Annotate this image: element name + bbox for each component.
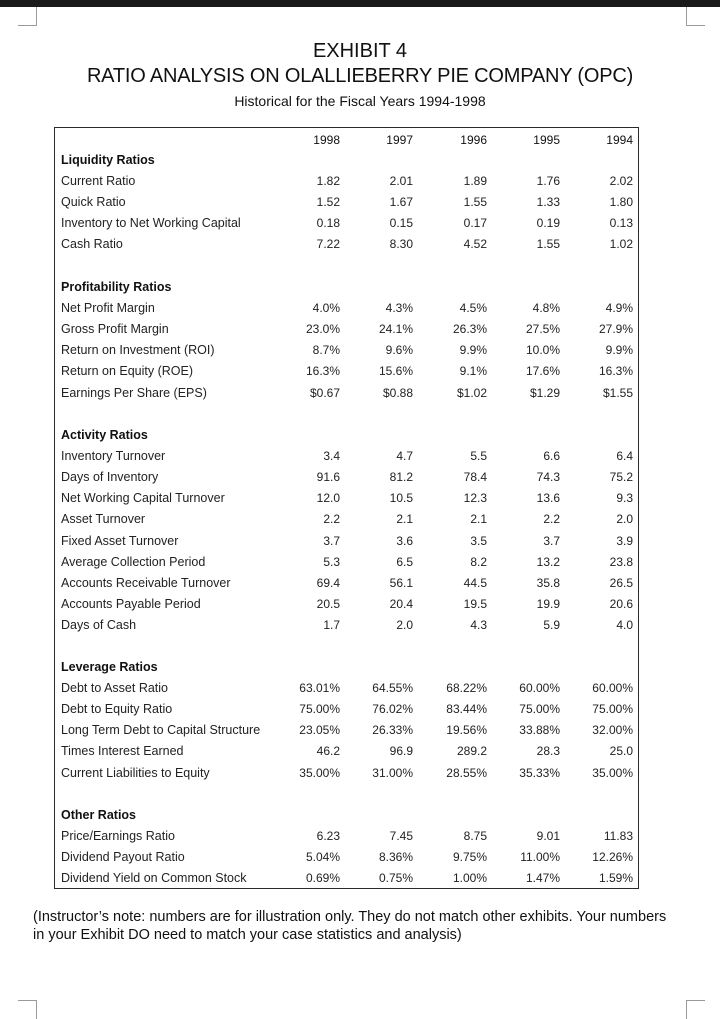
ratio-value: 0.17 xyxy=(463,216,487,231)
ratio-value: 7.45 xyxy=(389,829,413,844)
ratio-label: Days of Inventory xyxy=(61,470,159,485)
ratio-value: 1.7 xyxy=(323,617,340,632)
ratio-value: 3.5 xyxy=(470,533,487,548)
year-header: 1998 xyxy=(313,133,340,147)
ratio-value: 1.80 xyxy=(609,195,633,210)
ratio-value: 19.9 xyxy=(536,596,560,611)
ratio-value: 64.55% xyxy=(372,681,413,696)
ratio-label: Long Term Debt to Capital Structure xyxy=(61,723,261,738)
ratio-label: Inventory to Net Working Capital xyxy=(61,216,241,231)
ratio-value: 10.5 xyxy=(389,491,413,506)
ratio-value: 9.6% xyxy=(385,343,413,358)
ratio-value: 2.2 xyxy=(543,512,560,527)
ratio-value: 75.00% xyxy=(299,702,340,717)
ratio-label: Accounts Receivable Turnover xyxy=(61,575,231,590)
ratio-value: 35.00% xyxy=(299,765,340,780)
section-heading: Leverage Ratios xyxy=(61,660,158,674)
ratio-value: 9.75% xyxy=(452,850,487,865)
ratio-value: 63.01% xyxy=(299,681,340,696)
ratio-value: 10.0% xyxy=(525,343,560,358)
ratio-value: 12.0 xyxy=(316,491,340,506)
ratio-label: Days of Cash xyxy=(61,617,137,632)
ratio-value: 5.3 xyxy=(323,554,340,569)
ratio-value: 9.9% xyxy=(605,343,633,358)
ratio-value: 8.36% xyxy=(378,850,413,865)
ratio-value: 1.02 xyxy=(609,237,633,252)
ratio-value: 31.00% xyxy=(372,765,413,780)
exhibit-caption: Historical for the Fiscal Years 1994-1998 xyxy=(234,93,486,109)
ratio-value: 12.3 xyxy=(463,491,487,506)
ratio-value: 83.44% xyxy=(446,702,487,717)
ratio-value: 35.33% xyxy=(519,765,560,780)
ratio-value: 46.2 xyxy=(316,744,340,759)
ratio-value: 1.47% xyxy=(525,871,560,886)
ratio-value: $1.29 xyxy=(529,385,560,400)
ratio-value: 8.2 xyxy=(470,554,487,569)
ratio-label: Times Interest Earned xyxy=(61,744,184,759)
ratio-value: 1.67 xyxy=(389,195,413,210)
ratio-value: 9.9% xyxy=(459,343,487,358)
ratio-value: 19.56% xyxy=(446,723,487,738)
ratio-label: Dividend Payout Ratio xyxy=(61,850,185,865)
ratio-value: 56.1 xyxy=(389,575,413,590)
ratio-value: 4.0 xyxy=(616,617,633,632)
ratio-value: 20.5 xyxy=(316,596,340,611)
ratio-value: 6.6 xyxy=(543,449,560,464)
ratio-value: 25.0 xyxy=(609,744,633,759)
ratio-value: 26.33% xyxy=(372,723,413,738)
ratio-value: 12.26% xyxy=(592,850,633,865)
ratio-value: 60.00% xyxy=(592,681,633,696)
ratio-label: Asset Turnover xyxy=(61,512,146,527)
ratio-value: 4.9% xyxy=(605,301,633,316)
ratio-value: 2.01 xyxy=(389,174,413,189)
ratio-value: 4.0% xyxy=(312,301,340,316)
crop-mark-bottom-left xyxy=(18,1000,37,1019)
ratio-label: Average Collection Period xyxy=(61,554,206,569)
ratio-value: 16.3% xyxy=(598,364,633,379)
ratio-value: 0.18 xyxy=(316,216,340,231)
ratio-value: 75.2 xyxy=(609,470,633,485)
ratio-value: 0.15 xyxy=(389,216,413,231)
ratio-value: 60.00% xyxy=(519,681,560,696)
ratio-value: 2.02 xyxy=(609,174,633,189)
ratio-value: 1.52 xyxy=(316,195,340,210)
ratio-value: 6.5 xyxy=(396,554,413,569)
ratio-value: 1.00% xyxy=(452,871,487,886)
ratio-value: 27.5% xyxy=(525,322,560,337)
ratio-label: Return on Equity (ROE) xyxy=(61,364,193,379)
ratio-value: 26.3% xyxy=(452,322,487,337)
ratio-value: 35.00% xyxy=(592,765,633,780)
year-header: 1997 xyxy=(386,133,413,147)
ratio-label: Return on Investment (ROI) xyxy=(61,343,215,358)
ratio-value: 8.30 xyxy=(389,237,413,252)
crop-mark-bottom-right xyxy=(686,1000,705,1019)
ratio-value: 8.7% xyxy=(312,343,340,358)
ratio-value: 9.3 xyxy=(616,491,633,506)
ratio-value: 0.69% xyxy=(305,871,340,886)
ratio-value: 0.75% xyxy=(378,871,413,886)
crop-mark-top-right xyxy=(686,7,705,26)
ratio-label: Net Working Capital Turnover xyxy=(61,491,225,506)
ratio-label: Net Profit Margin xyxy=(61,301,155,316)
ratio-value: 2.1 xyxy=(470,512,487,527)
ratio-value: 4.52 xyxy=(463,237,487,252)
ratio-value: 3.9 xyxy=(616,533,633,548)
ratio-value: 28.3 xyxy=(536,744,560,759)
ratio-value: 75.00% xyxy=(519,702,560,717)
ratio-value: 5.9 xyxy=(543,617,560,632)
ratio-label: Dividend Yield on Common Stock xyxy=(61,871,247,886)
ratio-label: Price/Earnings Ratio xyxy=(61,829,175,844)
ratio-label: Earnings Per Share (EPS) xyxy=(61,385,207,400)
ratio-value: 5.5 xyxy=(470,449,487,464)
ratio-value: 2.0 xyxy=(616,512,633,527)
ratio-value: 9.01 xyxy=(536,829,560,844)
ratio-value: 0.19 xyxy=(536,216,560,231)
ratio-value: 1.55 xyxy=(536,237,560,252)
ratio-label: Current Ratio xyxy=(61,174,136,189)
ratio-value: 2.1 xyxy=(396,512,413,527)
section-heading: Other Ratios xyxy=(61,808,137,822)
exhibit-title: EXHIBIT 4 xyxy=(312,40,408,62)
year-header: 1994 xyxy=(606,133,633,147)
ratio-value: 2.0 xyxy=(396,617,413,632)
ratio-value: 13.2 xyxy=(536,554,560,569)
ratio-label: Gross Profit Margin xyxy=(61,322,169,337)
ratio-label: Accounts Payable Period xyxy=(61,596,201,611)
ratio-value: $0.88 xyxy=(382,385,413,400)
ratio-value: 1.59% xyxy=(598,871,633,886)
ratio-value: 1.76 xyxy=(536,174,560,189)
ratio-value: 68.22% xyxy=(446,681,487,696)
top-bar xyxy=(0,0,720,7)
ratio-value: 81.2 xyxy=(389,470,413,485)
ratio-value: 78.4 xyxy=(463,470,487,485)
ratio-value: 4.3% xyxy=(385,301,413,316)
ratio-value: 35.8 xyxy=(536,575,560,590)
ratio-value: 23.05% xyxy=(299,723,340,738)
section-heading: Activity Ratios xyxy=(61,428,148,442)
ratio-value: 16.3% xyxy=(305,364,340,379)
section-heading: Liquidity Ratios xyxy=(61,153,155,167)
ratio-label: Inventory Turnover xyxy=(61,449,166,464)
ratio-value: 4.7 xyxy=(396,449,413,464)
ratio-value: 1.82 xyxy=(316,174,340,189)
ratio-label: Quick Ratio xyxy=(61,195,126,210)
ratio-value: 3.7 xyxy=(543,533,560,548)
ratio-value: 1.89 xyxy=(463,174,487,189)
ratio-label: Debt to Equity Ratio xyxy=(61,702,173,717)
ratio-value: 9.1% xyxy=(459,364,487,379)
ratio-value: 3.4 xyxy=(323,449,340,464)
section-heading: Profitability Ratios xyxy=(61,280,172,294)
ratio-value: 20.4 xyxy=(389,596,413,611)
ratio-value: 32.00% xyxy=(592,723,633,738)
ratio-value: 4.5% xyxy=(459,301,487,316)
ratio-label: Debt to Asset Ratio xyxy=(61,681,169,696)
ratio-value: 15.6% xyxy=(378,364,413,379)
ratio-value: 0.13 xyxy=(609,216,633,231)
ratio-value: 19.5 xyxy=(463,596,487,611)
ratio-value: 20.6 xyxy=(609,596,633,611)
ratio-value: 76.02% xyxy=(372,702,413,717)
ratio-value: 96.9 xyxy=(389,744,413,759)
ratio-value: 6.23 xyxy=(316,829,340,844)
ratio-value: 69.4 xyxy=(316,575,340,590)
ratio-label: Current Liabilities to Equity xyxy=(61,765,210,780)
ratio-value: 1.33 xyxy=(536,195,560,210)
ratio-value: 17.6% xyxy=(525,364,560,379)
ratio-value: $1.02 xyxy=(456,385,487,400)
ratio-value: 4.3 xyxy=(470,617,487,632)
ratio-label: Fixed Asset Turnover xyxy=(61,533,179,548)
ratio-value: 11.00% xyxy=(520,850,560,865)
ratio-value: 3.7 xyxy=(323,533,340,548)
year-header: 1996 xyxy=(460,133,487,147)
ratio-value: 11.83 xyxy=(603,829,633,844)
ratio-value: 44.5 xyxy=(463,575,487,590)
year-header: 1995 xyxy=(533,133,560,147)
ratio-value: 5.04% xyxy=(305,850,340,865)
ratio-value: 4.8% xyxy=(532,301,560,316)
ratio-value: 13.6 xyxy=(536,491,560,506)
ratio-value: 75.00% xyxy=(592,702,633,717)
ratio-value: 3.6 xyxy=(396,533,413,548)
ratio-value: $1.55 xyxy=(602,385,633,400)
ratio-value: 6.4 xyxy=(616,449,633,464)
ratio-value: 91.6 xyxy=(316,470,340,485)
ratio-value: 2.2 xyxy=(323,512,340,527)
ratio-value: 27.9% xyxy=(598,322,633,337)
ratio-value: 24.1% xyxy=(378,322,413,337)
instructor-note: (Instructor’s note: numbers are for illustration only. They do not match other exhibits. Your numbers in your Exhibit DO need to match your case statistics and analysis) xyxy=(33,909,667,943)
ratio-value: $0.67 xyxy=(309,385,340,400)
ratio-value: 26.5 xyxy=(609,575,633,590)
ratio-value: 23.0% xyxy=(305,322,340,337)
ratio-value: 1.55 xyxy=(463,195,487,210)
ratio-label: Cash Ratio xyxy=(61,237,123,252)
ratio-value: 33.88% xyxy=(519,723,560,738)
ratio-value: 28.55% xyxy=(446,765,487,780)
exhibit-subtitle: RATIO ANALYSIS ON OLALLIEBERRY PIE COMPANY (OPC) xyxy=(86,65,634,87)
ratio-value: 289.2 xyxy=(456,744,487,759)
ratio-value: 74.3 xyxy=(536,470,560,485)
crop-mark-top-left xyxy=(18,7,37,26)
ratio-value: 23.8 xyxy=(609,554,633,569)
ratio-value: 8.75 xyxy=(463,829,487,844)
ratio-value: 7.22 xyxy=(316,237,340,252)
